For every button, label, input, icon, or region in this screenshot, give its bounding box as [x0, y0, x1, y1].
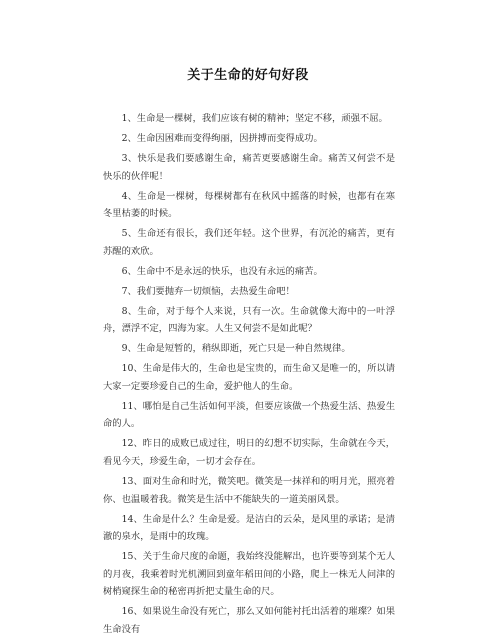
document-body [103, 110, 395, 641]
paragraph: 2、生命因困难而变得绚丽，因拼搏而变得成功。 [121, 132, 323, 144]
paragraph: 8、生命，对于每个人来说，只有一次。生命就像大海中的一叶浮舟，漂浮不定，四海为家。人生又何尝不是如此呢？ [103, 305, 395, 335]
paragraph: 9、生命是短暂的，稍纵即逝，死亡只是一种自然规律。 [121, 343, 351, 355]
paragraph: 7、我们要抛弃一切烦恼，去热爱生命吧！ [121, 285, 295, 297]
paragraph: 11、哪怕是自己生活如何平淡，但要应该做一个热爱生活、热爱生命的人。 [103, 400, 395, 430]
paragraph: 12、昨日的成败已成过往，明日的幻想不切实际，生命就在今天，看见今天，珍爱生命，一切才会存在。 [103, 438, 395, 467]
paragraph: 10、生命是伟大的，生命也是宝贵的，而生命又是唯一的，所以请大家一定要珍爱自己的生命，爱护他人的生命。 [103, 363, 395, 392]
paragraph: 1、生命是一棵树，我们应该有树的精神；坚定不移，顽强不屈。 [121, 113, 388, 124]
paragraph: 14、生命是什么？生命是爱。是洁白的云朵，是风里的承诺；是清澈的泉水，是雨中的玫瑰。 [103, 513, 395, 543]
paragraph: 3、快乐是我们要感谢生命，痛苦更要感谢生命。痛苦又何尝不是快乐的伙伴呢！ [103, 152, 395, 182]
paragraph: 16、如果说生命没有死亡，那么又如何能衬托出活着的璀璨？如果生命没有 [103, 606, 395, 635]
document-title: 关于生命的好句好段 [187, 68, 309, 83]
paragraph: 13、面对生命和时光，微笑吧。微笑是一抹祥和的明月光，照亮着你、也温暖着我。微笑是生活中不能缺失的一道美丽风景。 [103, 475, 395, 505]
paragraph: 15、关于生命尺度的命题，我始终没能解出，也许要等到某个无人的月夜，我乘着时光机溯回到童年稻田间的小路，爬上一株无人问津的树梢窥探生命的秘密再折把丈量生命的尺。 [103, 551, 395, 598]
paragraph: 5、生命还有很长，我们还年轻。这个世界，有沉沦的痛苦，更有苏醒的欢欣。 [103, 228, 395, 257]
paragraph: 4、生命是一棵树，每棵树都有在秋风中摇落的时候，也都有在寒冬里枯萎的时候。 [103, 190, 395, 220]
paragraph: 6、生命中不是永远的快乐，也没有永远的痛苦。 [121, 265, 323, 277]
